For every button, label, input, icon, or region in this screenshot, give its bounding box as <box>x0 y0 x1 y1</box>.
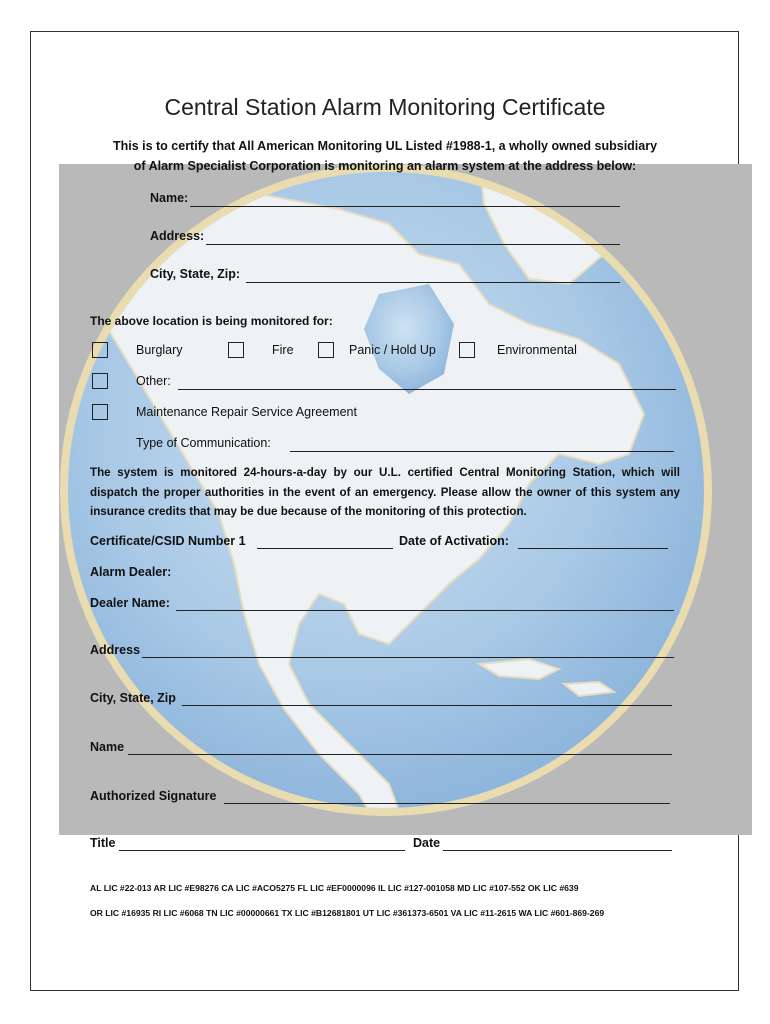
date-field[interactable] <box>443 850 672 851</box>
fire-checkbox[interactable] <box>228 342 244 358</box>
monitoring-statement: The system is monitored 24-hours-a-day by our U.L. certified Central Monitoring Station, which will dispatch the proper authorities in the event of an emergency. Please allow the owner of this system any insurance credits that may be due because of the monitoring of this protection. <box>90 466 680 518</box>
certificate-title: Central Station Alarm Monitoring Certificate <box>164 94 606 120</box>
title-field[interactable] <box>119 850 405 851</box>
dealer-person-name-label: Name <box>90 740 125 754</box>
burglary-checkbox[interactable] <box>92 342 108 358</box>
activation-date-field[interactable] <box>518 548 668 549</box>
title-label: Title <box>90 836 116 850</box>
communication-field[interactable] <box>290 451 674 452</box>
address-field[interactable] <box>206 244 620 245</box>
other-field[interactable] <box>178 389 676 390</box>
authorized-signature-label: Authorized Signature <box>90 789 217 803</box>
monitored-for-heading: The above location is being monitored for: <box>90 314 333 328</box>
other-checkbox[interactable] <box>92 373 108 389</box>
environmental-label: Environmental <box>497 343 577 357</box>
name-label: Name: <box>150 191 189 205</box>
panic-checkbox[interactable] <box>318 342 334 358</box>
city-state-zip-field[interactable] <box>246 282 620 283</box>
dealer-person-name-field[interactable] <box>128 754 672 755</box>
city-state-zip-label: City, State, Zip: <box>150 267 241 281</box>
intro-line-1: This is to certify that All American Monitoring UL Listed #1988-1, a wholly owned subsidiary <box>112 139 658 153</box>
activation-date-label: Date of Activation: <box>399 534 509 548</box>
maintenance-label: Maintenance Repair Service Agreement <box>136 405 357 419</box>
communication-label: Type of Communication: <box>136 436 271 450</box>
other-label: Other: <box>136 374 171 388</box>
burglary-label: Burglary <box>136 343 183 357</box>
panic-label: Panic / Hold Up <box>349 343 436 357</box>
csid-label: Certificate/CSID Number 1 <box>90 534 246 548</box>
fire-label: Fire <box>272 343 294 357</box>
alarm-dealer-heading: Alarm Dealer: <box>90 565 172 579</box>
dealer-city-state-zip-field[interactable] <box>182 705 672 706</box>
dealer-name-field[interactable] <box>176 610 674 611</box>
dealer-address-field[interactable] <box>142 657 674 658</box>
name-field[interactable] <box>190 206 620 207</box>
authorized-signature-field[interactable] <box>224 803 670 804</box>
license-list-line-1: AL LIC #22-013 AR LIC #E98276 CA LIC #ACO5275 FL LIC #EF0000096 IL LIC #127-001058 MD LIC #107-552 OK LIC #639 <box>90 883 579 893</box>
csid-field[interactable] <box>257 548 393 549</box>
dealer-name-label: Dealer Name: <box>90 596 170 610</box>
dealer-address-label: Address <box>90 643 141 657</box>
date-label: Date <box>413 836 441 850</box>
environmental-checkbox[interactable] <box>459 342 475 358</box>
address-label: Address: <box>150 229 205 243</box>
maintenance-checkbox[interactable] <box>92 404 108 420</box>
dealer-city-state-zip-label: City, State, Zip <box>90 691 176 705</box>
license-list-line-2: OR LIC #16935 RI LIC #6068 TN LIC #00000661 TX LIC #B12681801 UT LIC #361373-6501 VA LIC #11-2615 WA LIC #601-869-269 <box>90 908 605 918</box>
intro-line-2: of Alarm Specialist Corporation is monitoring an alarm system at the address below: <box>133 159 637 173</box>
